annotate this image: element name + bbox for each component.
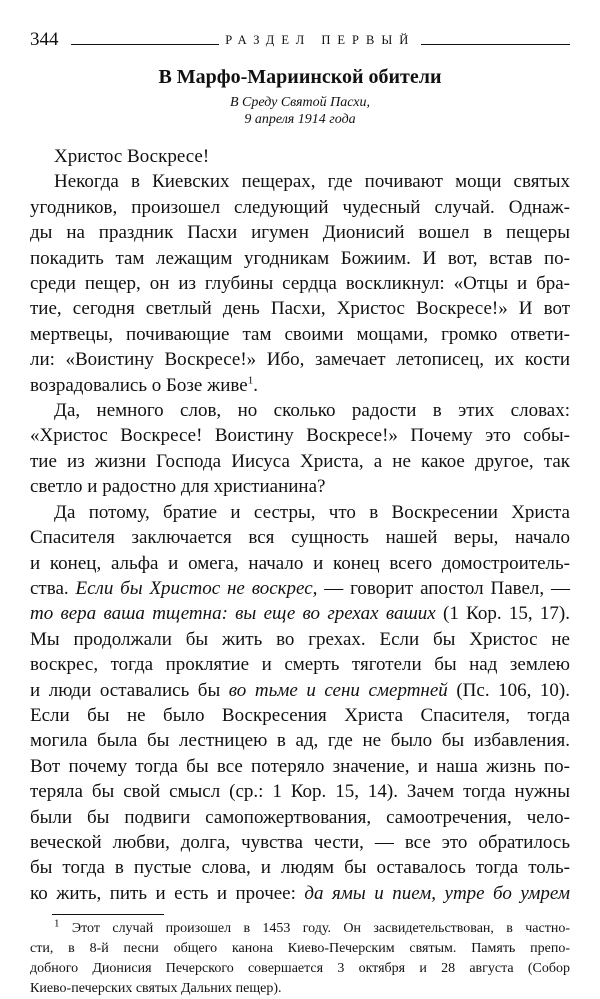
footnote-reference[interactable]: 1 <box>247 374 254 387</box>
footnote-line: добного Дионисия Печерского совершается 3 октября и 28 августа (Собор <box>30 961 570 977</box>
text-fragment: ства. <box>30 577 76 599</box>
text-fragment: возрадовались о Бозе живе <box>30 374 248 396</box>
text-line: Спасителя заключается вся сущность нашей веры, начало <box>30 527 570 549</box>
text-line: воскрес, тогда проклятие и смерть тяготели бы над землею <box>30 654 570 676</box>
footnote-rule <box>52 914 164 915</box>
dateline-line: В Среду Святой Пасхи, <box>229 95 371 110</box>
text-fragment: и люди оставались бы <box>30 679 229 701</box>
text-line: светло и радостно для христианина? <box>30 476 326 498</box>
text-line: Да потому, братие и сестры, что в Воскресении Христа <box>54 501 570 523</box>
text-line: Христос Воскресе! <box>54 146 210 167</box>
text-line: Если бы не было Воскресения Христа Спасителя, тогда <box>30 704 570 726</box>
paragraph <box>30 500 570 907</box>
text-line: ли: «Воистину Воскресе!» Ибо, замечает летописец, их кости <box>30 349 570 371</box>
text-line: Мы продолжали бы жить во грехах. Если бы Христос не <box>30 628 570 650</box>
text-line: мертвецы, почивающие там своими мощами, громко ответи- <box>30 323 570 345</box>
text-line: «Христос Воскресе! Воистину Воскресе!» Почему это собы- <box>30 425 570 447</box>
section-title: РАЗДЕЛ ПЕРВЫЙ <box>219 33 421 47</box>
text-line: Да, немного слов, но сколько радости в этих словах: <box>54 400 570 422</box>
footnotes <box>30 919 570 999</box>
paragraph <box>30 144 570 169</box>
dateline <box>30 94 570 128</box>
text-line: теряла бы свой смысл (ср.: 1 Кор. 15, 14). Зачем тогда нужны <box>30 781 570 803</box>
dateline-line: 9 апреля 1914 года <box>244 112 356 127</box>
text-line: среди пещер, он из глубины сердца воскликнул: «Отцы и бра- <box>30 273 570 295</box>
article-title: В Марфо-Мариинской обители <box>158 66 442 88</box>
text-fragment: ко жить, пить и есть и прочее: <box>30 882 305 904</box>
text-line: веческой любви, долга, чувства чести, — все это обратилось <box>30 831 570 853</box>
text-line <box>30 576 570 601</box>
text-line: Вот почему тогда бы все потеряло значение, и наша жизнь по- <box>30 755 570 777</box>
text-line: тие из жизни Господа Иисуса Христа, а не какое другое, так <box>30 450 570 472</box>
text-line <box>30 881 570 906</box>
text-line: были бы подвиги самопожертвования, самоотречения, чело- <box>30 806 570 828</box>
text-fragment: — говорит апостол Павел, — <box>317 577 570 599</box>
scripture-quote: Если бы Христос не воскрес, <box>75 577 318 599</box>
text-line: возрадовались о Бозе живе$^1$. <box>30 374 258 396</box>
footnote-line <box>30 919 570 939</box>
text-line <box>30 678 570 703</box>
text-line: и конец, альфа и омега, начало и конец всего домостроитель- <box>30 552 570 574</box>
text-line: покадить там лежащим угодникам Божиим. И вот, встав по- <box>30 247 570 269</box>
footnote-line: Киево-печерских святых Дальних пещер). <box>30 981 282 997</box>
header-rule <box>71 24 571 45</box>
body-text <box>30 144 570 906</box>
footnote-marker: 1 <box>54 917 60 930</box>
text-line: Некогда в Киевских пещерах, где почивают мощи святых <box>54 171 570 193</box>
page-number: 344 <box>30 29 59 50</box>
running-header <box>30 20 570 50</box>
text-line: угодников, произошел следующий чудесный случай. Однаж- <box>30 196 570 218</box>
text-fragment: Этот случай произошел в 1453 году. Он засвидетельствован, в частно- <box>71 921 571 937</box>
paragraph <box>30 398 570 500</box>
text-line: тие, сегодня светлый день Пасхи, Христос Воскресе!» И вот <box>30 298 570 320</box>
text-fragment: (Пс. 106, 10). <box>447 679 571 701</box>
text-line: ды на праздник Пасхи игумен Дионисий вошел в пещеры <box>30 222 570 244</box>
text-line: бы тогда в пустые слова, и людям бы оставалось тогда толь- <box>30 857 570 879</box>
paragraph <box>30 169 570 398</box>
scripture-quote: во тьме и сени смертней <box>228 679 448 701</box>
text-fragment: (1 Кор. 15, 17). <box>435 603 570 625</box>
scripture-quote: да ямы и пием, утре бо умрем <box>304 882 571 904</box>
text-line <box>30 601 570 626</box>
scripture-quote: то вера ваша тщетна: вы еще во грехах ваших <box>30 603 436 625</box>
footnote-line: сти, в 8-й песни общего канона Киево-Печерским святым. Память препо- <box>30 941 570 957</box>
text-line: могила была бы лестницею в ад, где не было бы избавления. <box>30 730 570 752</box>
